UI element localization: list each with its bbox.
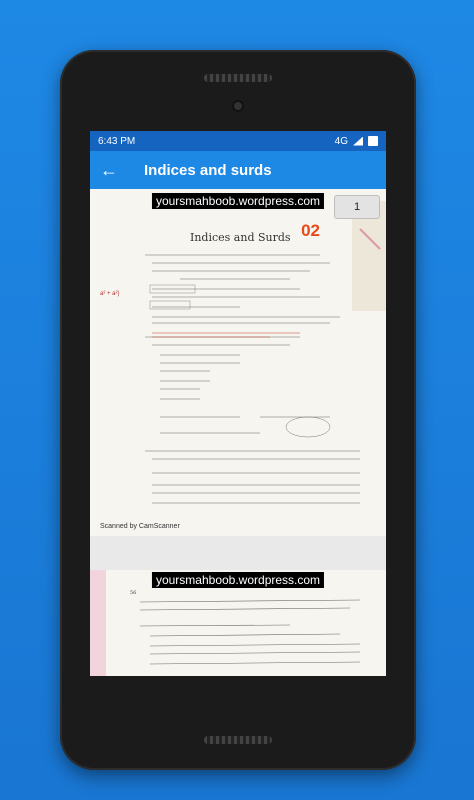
document-page-1 (90, 189, 386, 536)
pdf-viewer[interactable] (90, 189, 386, 676)
page-counter: 1 (334, 195, 380, 219)
status-time: 6:43 PM (98, 135, 136, 147)
network-label: 4G (334, 135, 348, 147)
page-title: Indices and surds (144, 161, 272, 179)
back-arrow-icon[interactable]: ← (100, 159, 118, 180)
top-speaker (204, 74, 272, 82)
screen (90, 131, 386, 676)
status-bar (90, 131, 386, 151)
chapter-number: 02 (301, 221, 320, 240)
scanner-footer: Scanned by CamScanner (100, 523, 180, 530)
app-bar (90, 151, 386, 189)
watermark-bottom: yoursmahboob.wordpress.com (152, 572, 324, 588)
page2-number: 56 (130, 590, 137, 596)
phone-frame (60, 50, 416, 770)
front-camera (232, 100, 244, 112)
bottom-speaker (204, 736, 272, 744)
margin-note: a² + a²) (100, 291, 120, 297)
document-page-2 (90, 570, 386, 676)
watermark-top: yoursmahboob.wordpress.com (152, 193, 324, 209)
signal-icon (353, 137, 363, 146)
chapter-title: Indices and Surds (190, 231, 291, 244)
battery-icon (368, 136, 378, 146)
scanned-page-2-content (90, 570, 386, 676)
scanned-page-content (90, 189, 386, 536)
